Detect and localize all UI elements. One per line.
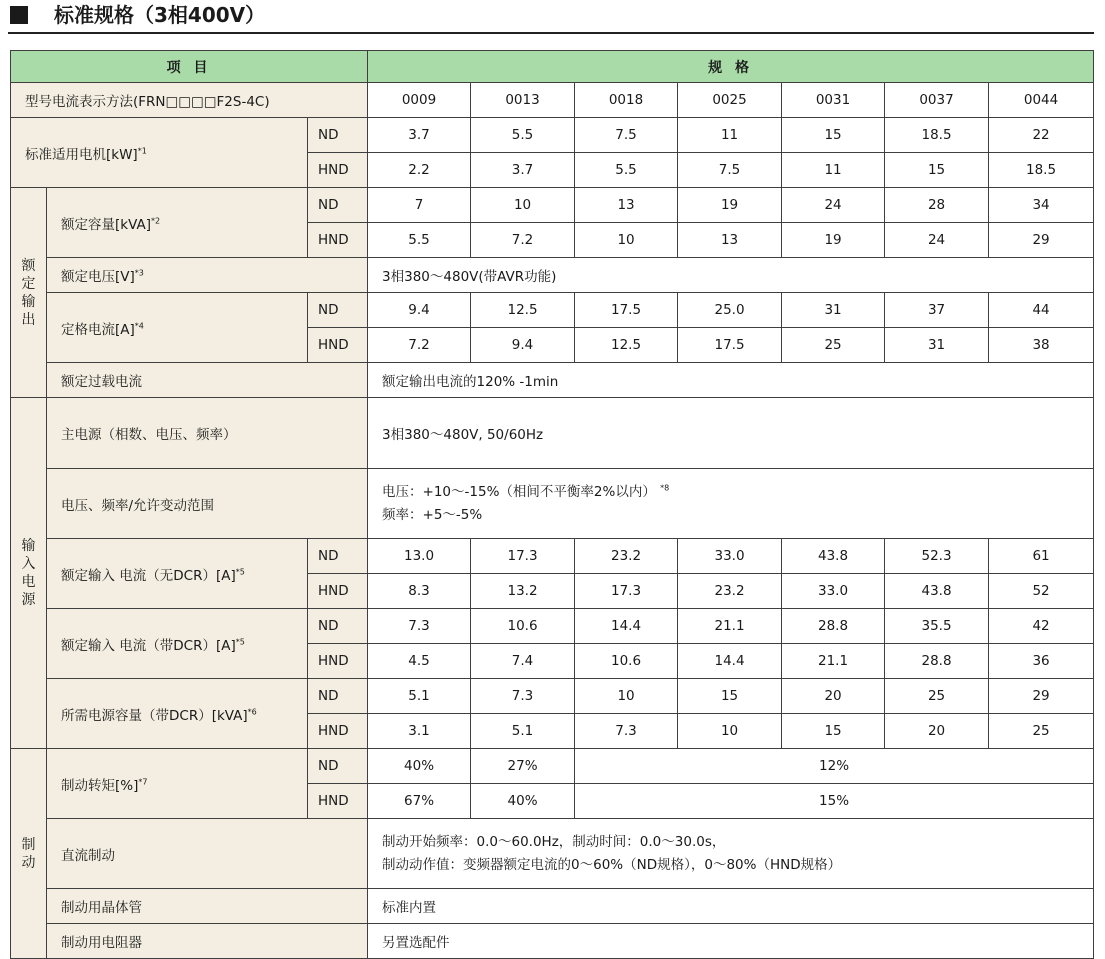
resistor-value: 另置选配件 — [368, 924, 1094, 959]
nd-tag: ND — [308, 293, 368, 328]
value-cell: 28.8 — [885, 644, 989, 679]
value-cell: 24 — [885, 223, 989, 258]
dc-brake-value: 制动开始频率：0.0～60.0Hz，制动时间：0.0～30.0s， 制动动作值：变频器额定电流的0～60%（ND规格），0～80%（HND规格） — [368, 819, 1094, 889]
value-cell: 10 — [471, 188, 575, 223]
value-cell: 10 — [678, 714, 782, 749]
value-cell: 12% — [575, 749, 1094, 784]
value-cell: 5.5 — [471, 118, 575, 153]
value-cell: 23.2 — [678, 574, 782, 609]
value-cell: 11 — [782, 153, 885, 188]
value-cell: 3.7 — [368, 118, 471, 153]
value-cell: 2.2 — [368, 153, 471, 188]
value-cell: 9.4 — [471, 328, 575, 363]
value-cell: 29 — [989, 679, 1094, 714]
current-label: 定格电流$[A]^{*4}$ — [47, 293, 308, 363]
value-cell: 28 — [885, 188, 989, 223]
value-cell: 19 — [678, 188, 782, 223]
motor-label: 标准适用电机[kW]$^{*1}$ — [11, 118, 308, 188]
value-cell: 40% — [471, 784, 575, 819]
value-cell: 61 — [989, 539, 1094, 574]
hnd-tag: HND — [308, 714, 368, 749]
transistor-row — [11, 889, 1094, 924]
voltage-label: 额定电压$[V]^{*3}$ — [47, 258, 368, 293]
value-cell: 10.6 — [471, 609, 575, 644]
hnd-tag: HND — [308, 328, 368, 363]
value-cell: 31 — [885, 328, 989, 363]
head-item: 项 目 — [11, 51, 368, 83]
value-cell: 44 — [989, 293, 1094, 328]
value-cell: 17.5 — [575, 293, 678, 328]
value-cell: 18.5 — [885, 118, 989, 153]
hnd-tag: HND — [308, 784, 368, 819]
value-cell: 11 — [678, 118, 782, 153]
nd-tag: ND — [308, 188, 368, 223]
value-cell: 13 — [678, 223, 782, 258]
dc-brake-label: 直流制动 — [47, 819, 368, 889]
overload-row — [11, 363, 1094, 398]
category-brake: 制动 — [11, 749, 47, 959]
value-cell: 52.3 — [885, 539, 989, 574]
value-cell: 43.8 — [782, 539, 885, 574]
value-cell: 7.4 — [471, 644, 575, 679]
value-cell: 10 — [575, 223, 678, 258]
section-header — [8, 0, 1094, 34]
value-cell: 7.3 — [368, 609, 471, 644]
input-dcr-label: 额定输入 电流（带$DCR)[A]^{*5}$ — [47, 609, 308, 679]
value-cell: 15% — [575, 784, 1094, 819]
category-input: 输入电源 — [11, 398, 47, 749]
value-cell: 14.4 — [575, 609, 678, 644]
nd-tag: ND — [308, 609, 368, 644]
value-cell: 21.1 — [678, 609, 782, 644]
nd-tag: ND — [308, 679, 368, 714]
voltage-value: 3相380～480V(带AVR功能) — [368, 258, 1094, 293]
model-cell: 0044 — [989, 83, 1094, 118]
main-power-label: 主电源（相数、电压、频率） — [47, 398, 368, 469]
value-cell: 13.0 — [368, 539, 471, 574]
model-cell: 0013 — [471, 83, 575, 118]
value-cell: 7.3 — [471, 679, 575, 714]
variation-value: 电压：+10～-15%（相间不平衡率2%以内） $^{*8}$ 频率：+5～-5% — [368, 469, 1094, 539]
value-cell: 29 — [989, 223, 1094, 258]
value-cell: 67% — [368, 784, 471, 819]
model-cell: 0018 — [575, 83, 678, 118]
header-row — [11, 51, 1094, 83]
value-cell: 10 — [575, 679, 678, 714]
value-cell: 23.2 — [575, 539, 678, 574]
motor-nd-row — [11, 118, 1094, 153]
spec-table — [10, 50, 1094, 959]
value-cell: 35.5 — [885, 609, 989, 644]
value-cell: 17.5 — [678, 328, 782, 363]
overload-label: 额定过载电流 — [47, 363, 368, 398]
value-cell: 9.4 — [368, 293, 471, 328]
overload-value: 额定输出电流的120% -1min — [368, 363, 1094, 398]
value-cell: 7.3 — [575, 714, 678, 749]
value-cell: 13.2 — [471, 574, 575, 609]
category-output: 额定输出 — [11, 188, 47, 398]
value-cell: 34 — [989, 188, 1094, 223]
value-cell: 3.1 — [368, 714, 471, 749]
value-cell: 7.2 — [471, 223, 575, 258]
nd-tag: ND — [308, 539, 368, 574]
capacity-nd-row — [11, 188, 1094, 223]
value-cell: 15 — [782, 118, 885, 153]
resistor-label: 制动用电阻器 — [47, 924, 368, 959]
value-cell: 3.7 — [471, 153, 575, 188]
input-nodcr-nd-row — [11, 539, 1094, 574]
input-dcr-nd-row — [11, 609, 1094, 644]
value-cell: 12.5 — [471, 293, 575, 328]
input-nodcr-label: 额定输入 电流（无$DCR)[A]^{*5}$ — [47, 539, 308, 609]
value-cell: 36 — [989, 644, 1094, 679]
head-spec: 规 格 — [368, 51, 1094, 83]
value-cell: 27% — [471, 749, 575, 784]
current-nd-row — [11, 293, 1094, 328]
value-cell: 8.3 — [368, 574, 471, 609]
square-bullet-icon — [10, 6, 28, 24]
value-cell: 28.8 — [782, 609, 885, 644]
value-cell: 5.1 — [368, 679, 471, 714]
variation-label: 电压、频率/允许变动范围 — [47, 469, 368, 539]
value-cell: 7 — [368, 188, 471, 223]
value-cell: 4.5 — [368, 644, 471, 679]
model-label: 型号电流表示方法(FRN□□□□F2S-4C) — [11, 83, 368, 118]
variation-row — [11, 469, 1094, 539]
torque-label: 制动转矩[%]$^{*7}$ — [47, 749, 308, 819]
model-cell: 0025 — [678, 83, 782, 118]
section-title: 标准规格（3相400V） — [54, 3, 266, 27]
model-cell: 0037 — [885, 83, 989, 118]
model-cell: 0009 — [368, 83, 471, 118]
supply-label: 所需电源容量（带DCR）[kVA]$^{*6}$ — [47, 679, 308, 749]
hnd-tag: HND — [308, 644, 368, 679]
value-cell: 33.0 — [782, 574, 885, 609]
value-cell: 17.3 — [575, 574, 678, 609]
value-cell: 42 — [989, 609, 1094, 644]
value-cell: 52 — [989, 574, 1094, 609]
value-cell: 20 — [885, 714, 989, 749]
hnd-tag: HND — [308, 574, 368, 609]
model-row — [11, 83, 1094, 118]
hnd-tag: HND — [308, 223, 368, 258]
main-power-row — [11, 398, 1094, 469]
value-cell: 12.5 — [575, 328, 678, 363]
value-cell: 10.6 — [575, 644, 678, 679]
resistor-row — [11, 924, 1094, 959]
value-cell: 5.5 — [575, 153, 678, 188]
transistor-value: 标准内置 — [368, 889, 1094, 924]
value-cell: 7.5 — [575, 118, 678, 153]
value-cell: 40% — [368, 749, 471, 784]
nd-tag: ND — [308, 749, 368, 784]
value-cell: 19 — [782, 223, 885, 258]
value-cell: 20 — [782, 679, 885, 714]
value-cell: 5.5 — [368, 223, 471, 258]
value-cell: 7.5 — [678, 153, 782, 188]
voltage-row — [11, 258, 1094, 293]
value-cell: 25.0 — [678, 293, 782, 328]
model-cell: 0031 — [782, 83, 885, 118]
value-cell: 31 — [782, 293, 885, 328]
dc-brake-row — [11, 819, 1094, 889]
value-cell: 25 — [885, 679, 989, 714]
value-cell: 13 — [575, 188, 678, 223]
value-cell: 15 — [678, 679, 782, 714]
value-cell: 18.5 — [989, 153, 1094, 188]
value-cell: 24 — [782, 188, 885, 223]
value-cell: 5.1 — [471, 714, 575, 749]
value-cell: 15 — [782, 714, 885, 749]
value-cell: 43.8 — [885, 574, 989, 609]
capacity-label: 额定容量[kVA]$^{*2}$ — [47, 188, 308, 258]
supply-nd-row — [11, 679, 1094, 714]
main-power-value: 3相380～480V, 50/60Hz — [368, 398, 1094, 469]
value-cell: 25 — [989, 714, 1094, 749]
value-cell: 15 — [885, 153, 989, 188]
value-cell: 25 — [782, 328, 885, 363]
torque-nd-row — [11, 749, 1094, 784]
value-cell: 33.0 — [678, 539, 782, 574]
value-cell: 21.1 — [782, 644, 885, 679]
value-cell: 17.3 — [471, 539, 575, 574]
hnd-tag: HND — [308, 153, 368, 188]
transistor-label: 制动用晶体管 — [47, 889, 368, 924]
value-cell: 7.2 — [368, 328, 471, 363]
nd-tag: ND — [308, 118, 368, 153]
value-cell: 38 — [989, 328, 1094, 363]
value-cell: 37 — [885, 293, 989, 328]
value-cell: 22 — [989, 118, 1094, 153]
value-cell: 14.4 — [678, 644, 782, 679]
